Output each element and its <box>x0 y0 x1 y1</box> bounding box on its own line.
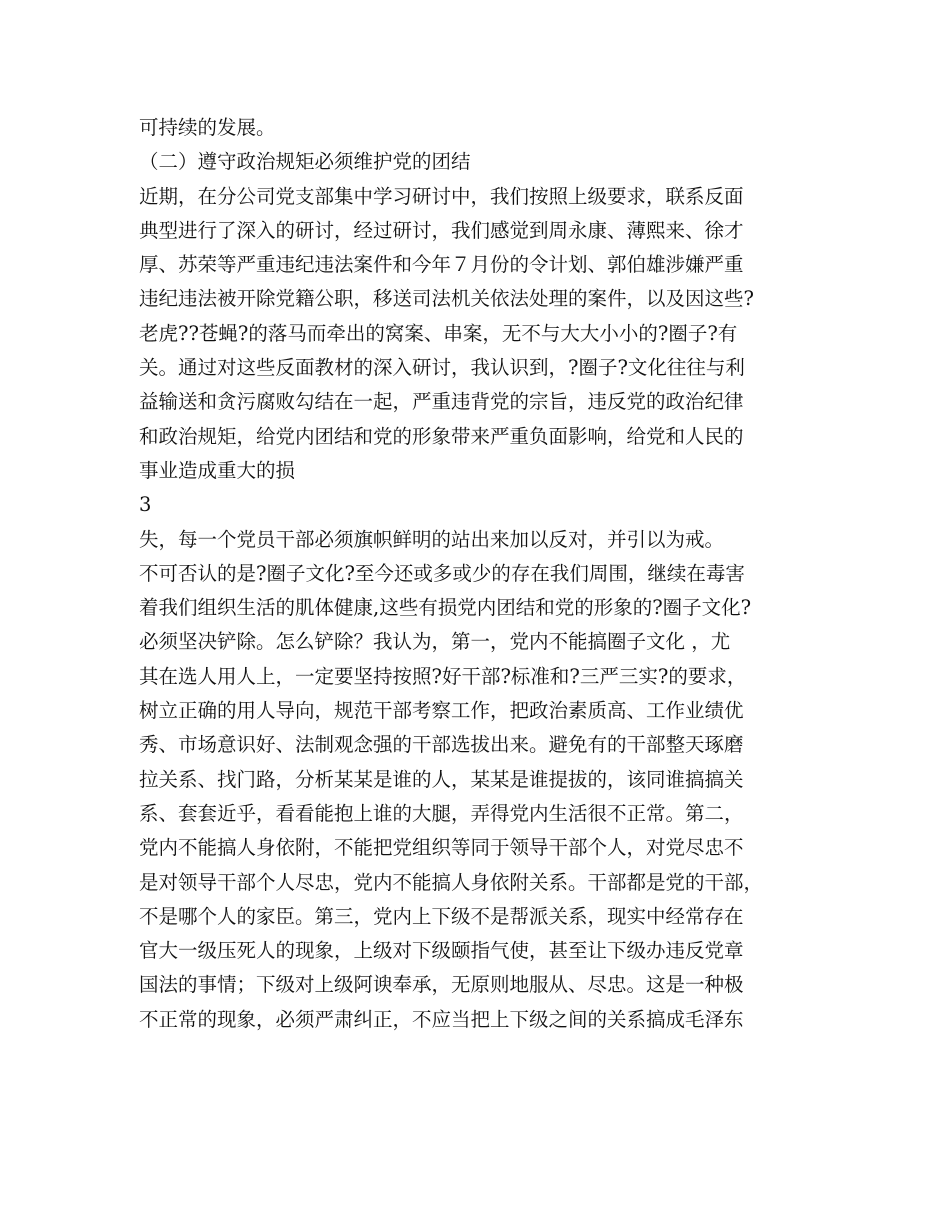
text-line: 其在选人用人上，一定要坚持按照?好干部?标准和?三严三实?的要求， <box>139 664 747 688</box>
text-line: 老虎??苍蝇?的落马而牵出的窝案、串案，无不与大大小小的?圈子?有 <box>139 321 738 345</box>
text-line: 拉关系、找门路，分析某某是谁的人，某某是谁提拔的，该同谁搞搞关 <box>139 767 744 791</box>
text-line: 党内不能搞人身依附，不能把党组织等同于领导干部个人，对党尽忠不 <box>139 836 744 860</box>
text-line: 树立正确的用人导向，规范干部考察工作，把政治素质高、工作业绩优 <box>139 699 744 723</box>
text-line: 关。通过对这些反面教材的深入研讨，我认识到，?圈子?文化往往与利 <box>139 356 745 380</box>
text-line: 不是哪个人的家臣。第三，党内上下级不是帮派关系，现实中经常存在 <box>139 904 744 928</box>
text-line: 秀、市场意识好、法制观念强的干部选拔出来。避免有的干部整天琢磨 <box>139 733 744 757</box>
document-body <box>139 111 839 1037</box>
text-line: 系、套套近乎，看看能抱上谁的大腿，弄得党内生活很不正常。第二， <box>139 801 744 825</box>
text-line: 违纪违法被开除党籍公职，移送司法机关依法处理的案件，以及因这些? <box>139 287 754 311</box>
text-line: 官大一级压死人的现象，上级对下级颐指气使，甚至让下级办违反党章 <box>139 939 744 963</box>
text-line: 事业造成重大的损 <box>139 458 296 482</box>
text-line: 着我们组织生活的肌体健康,这些有损党内团结和党的形象的?圈子文化? <box>139 596 752 620</box>
text-line: 和政治规矩，给党内团结和党的形象带来严重负面影响，给党和人民的 <box>139 424 744 448</box>
text-line: 必须坚决铲除。怎么铲除？我认为，第一，党内不能搞圈子文化 ，尤 <box>139 630 731 654</box>
text-line: 国法的事情；下级对上级阿谀奉承，无原则地服从、尽忠。这是一种极 <box>139 973 744 997</box>
page-number: 3 <box>139 493 152 517</box>
text-line: 近期，在分公司党支部集中学习研讨中，我们按照上级要求，联系反面 <box>139 184 744 208</box>
text-line: 不可否认的是?圈子文化?至今还或多或少的存在我们周围，继续在毒害 <box>139 561 745 585</box>
section-heading: （二）遵守政治规矩必须维护党的团结 <box>139 150 471 174</box>
text-line: 典型进行了深入的研讨，经过研讨，我们感觉到周永康、薄熙来、徐才 <box>139 218 744 242</box>
text-line: 可持续的发展。 <box>139 116 276 139</box>
text-line: 益输送和贪污腐败勾结在一起，严重违背党的宗旨，违反党的政治纪律 <box>139 390 744 414</box>
text-line: 厚、苏荣等严重违纪违法案件和今年７月份的令计划、郭伯雄涉嫌严重 <box>139 253 744 277</box>
text-line: 是对领导干部个人尽忠，党内不能搞人身依附关系。干部都是党的干部， <box>139 870 764 894</box>
text-line: 不正常的现象，必须严肃纠正，不应当把上下级之间的关系搞成毛泽东 <box>139 1007 744 1031</box>
text-line: 失，每一个党员干部必须旗帜鲜明的站出来加以反对，并引以为戒。 <box>139 527 725 551</box>
